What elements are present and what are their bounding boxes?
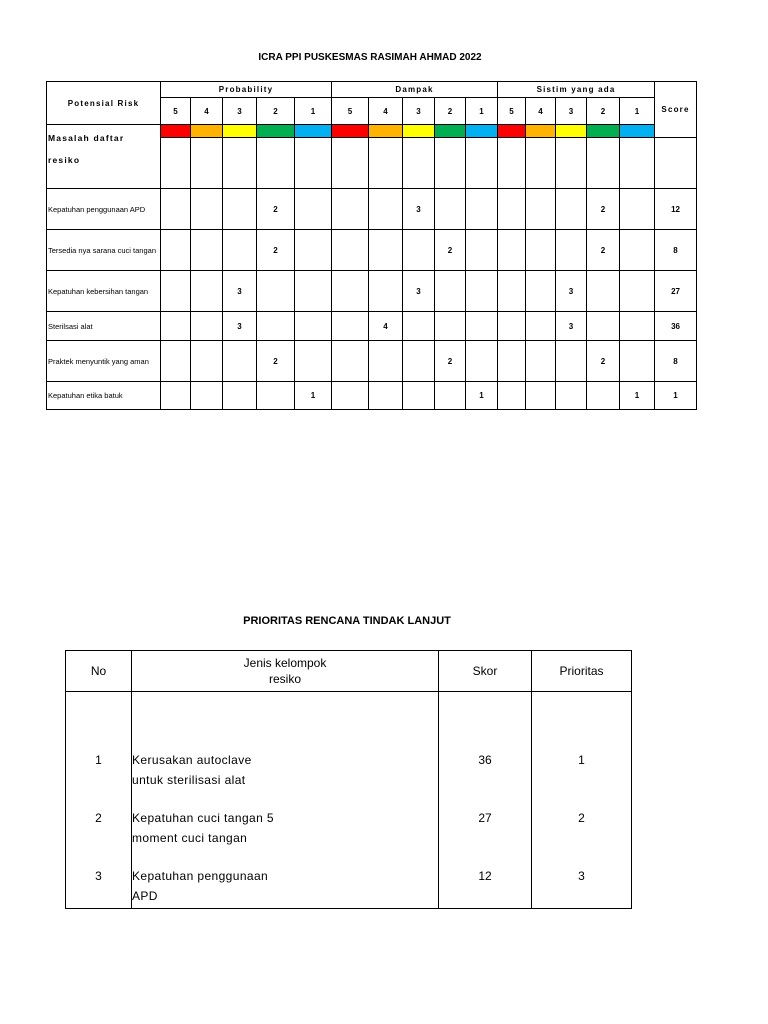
priority-skor-value: 12 bbox=[478, 869, 492, 883]
empty-cell bbox=[369, 138, 403, 189]
empty-cell bbox=[587, 382, 620, 410]
empty-cell bbox=[466, 312, 498, 341]
empty-cell bbox=[191, 230, 223, 271]
empty-cell bbox=[526, 312, 556, 341]
priority-skor-column bbox=[439, 692, 532, 909]
empty-cell bbox=[191, 382, 223, 410]
priority-prioritas-column bbox=[532, 692, 632, 909]
empty-cell bbox=[498, 271, 526, 312]
empty-cell bbox=[295, 341, 332, 382]
risk-row bbox=[47, 312, 697, 341]
risk-row bbox=[47, 341, 697, 382]
priority-no-column bbox=[66, 692, 132, 909]
risk-row bbox=[47, 271, 697, 312]
prioritas-header: Prioritas bbox=[532, 651, 632, 692]
empty-cell bbox=[526, 138, 556, 189]
empty-cell bbox=[161, 271, 191, 312]
level-header: 1 bbox=[466, 98, 498, 125]
risk-label: Praktek menyuntik yang aman bbox=[47, 341, 161, 382]
risk-label: Kepatuhan kebersihan tangan bbox=[47, 271, 161, 312]
jenis-header: Jenis kelompok resiko bbox=[132, 651, 439, 692]
priority-jenis-value: Kepatuhan penggunaan APD bbox=[132, 869, 269, 903]
probability-value: 3 bbox=[223, 312, 257, 341]
level-header: 4 bbox=[526, 98, 556, 125]
dampak-value: 3 bbox=[403, 271, 435, 312]
empty-cell bbox=[526, 189, 556, 230]
score-value: 27 bbox=[655, 271, 697, 312]
empty-cell bbox=[435, 312, 466, 341]
level-color-swatch bbox=[498, 125, 526, 138]
level-color-swatch bbox=[191, 125, 223, 138]
score-value: 8 bbox=[655, 341, 697, 382]
empty-cell bbox=[435, 271, 466, 312]
empty-cell bbox=[403, 230, 435, 271]
empty-cell bbox=[295, 312, 332, 341]
empty-cell bbox=[257, 271, 295, 312]
level-header: 5 bbox=[161, 98, 191, 125]
empty-cell bbox=[161, 138, 191, 189]
dampak-value: 2 bbox=[435, 341, 466, 382]
priority-prioritas-value: 1 bbox=[578, 753, 585, 767]
empty-cell bbox=[161, 230, 191, 271]
probability-value: 2 bbox=[257, 341, 295, 382]
level-header: 1 bbox=[295, 98, 332, 125]
empty-cell bbox=[332, 312, 369, 341]
empty-cell bbox=[620, 271, 655, 312]
empty-cell bbox=[620, 230, 655, 271]
sistim-value: 3 bbox=[556, 312, 587, 341]
empty-cell bbox=[332, 341, 369, 382]
group-header: Probability bbox=[161, 82, 332, 98]
level-header: 1 bbox=[620, 98, 655, 125]
level-color-swatch bbox=[223, 125, 257, 138]
probability-value: 1 bbox=[295, 382, 332, 410]
empty-cell bbox=[435, 382, 466, 410]
empty-cell bbox=[257, 138, 295, 189]
empty-cell bbox=[223, 138, 257, 189]
level-header: 3 bbox=[223, 98, 257, 125]
dampak-value: 1 bbox=[466, 382, 498, 410]
empty-cell bbox=[191, 138, 223, 189]
empty-cell bbox=[556, 382, 587, 410]
empty-cell bbox=[466, 271, 498, 312]
priority-no-value: 3 bbox=[95, 869, 102, 883]
level-color-swatch bbox=[556, 125, 587, 138]
score-value: 12 bbox=[655, 189, 697, 230]
empty-cell bbox=[332, 230, 369, 271]
empty-cell bbox=[223, 189, 257, 230]
empty-cell bbox=[498, 230, 526, 271]
empty-cell bbox=[369, 271, 403, 312]
empty-cell bbox=[332, 138, 369, 189]
sistim-value: 1 bbox=[620, 382, 655, 410]
group-header: Sistim yang ada bbox=[498, 82, 655, 98]
level-header: 3 bbox=[556, 98, 587, 125]
level-header: 2 bbox=[257, 98, 295, 125]
dampak-value: 2 bbox=[435, 230, 466, 271]
empty-cell bbox=[526, 382, 556, 410]
empty-cell bbox=[556, 189, 587, 230]
priority-jenis-value: Kerusakan autoclave untuk sterilisasi alat bbox=[132, 753, 252, 787]
level-color-swatch bbox=[587, 125, 620, 138]
empty-cell bbox=[466, 189, 498, 230]
empty-cell bbox=[403, 341, 435, 382]
page-title: ICRA PPI PUSKESMAS RASIMAH AHMAD 2022 bbox=[258, 52, 482, 63]
level-color-swatch bbox=[369, 125, 403, 138]
risk-label: Sterilsasi alat bbox=[47, 312, 161, 341]
empty-cell bbox=[466, 230, 498, 271]
priority-prioritas-value: 3 bbox=[578, 869, 585, 883]
sistim-value: 2 bbox=[587, 341, 620, 382]
empty-cell bbox=[332, 271, 369, 312]
empty-cell bbox=[498, 341, 526, 382]
level-color-swatch bbox=[620, 125, 655, 138]
empty-cell bbox=[435, 138, 466, 189]
level-header: 4 bbox=[191, 98, 223, 125]
empty-cell bbox=[257, 382, 295, 410]
empty-cell bbox=[556, 341, 587, 382]
level-header: 2 bbox=[435, 98, 466, 125]
empty-cell bbox=[191, 312, 223, 341]
empty-cell bbox=[161, 382, 191, 410]
priority-title: PRIORITAS RENCANA TINDAK LANJUT bbox=[243, 615, 451, 627]
empty-cell bbox=[369, 341, 403, 382]
empty-cell bbox=[332, 382, 369, 410]
empty-cell bbox=[295, 230, 332, 271]
level-color-swatch bbox=[257, 125, 295, 138]
empty-cell bbox=[295, 271, 332, 312]
group-header: Dampak bbox=[332, 82, 498, 98]
empty-cell bbox=[466, 138, 498, 189]
empty-cell bbox=[223, 230, 257, 271]
empty-cell bbox=[223, 341, 257, 382]
dampak-value: 4 bbox=[369, 312, 403, 341]
level-header: 3 bbox=[403, 98, 435, 125]
level-color-swatch bbox=[526, 125, 556, 138]
empty-cell bbox=[655, 138, 697, 189]
risk-label: Kepatuhan etika batuk bbox=[47, 382, 161, 410]
score-header: Score bbox=[655, 82, 697, 138]
level-header: 5 bbox=[498, 98, 526, 125]
empty-cell bbox=[191, 271, 223, 312]
priority-jenis-column bbox=[132, 692, 439, 909]
level-color-swatch bbox=[435, 125, 466, 138]
level-color-swatch bbox=[161, 125, 191, 138]
level-color-swatch bbox=[466, 125, 498, 138]
empty-cell bbox=[369, 230, 403, 271]
empty-cell bbox=[295, 189, 332, 230]
score-value: 36 bbox=[655, 312, 697, 341]
probability-value: 2 bbox=[257, 230, 295, 271]
empty-cell bbox=[526, 230, 556, 271]
empty-cell bbox=[498, 382, 526, 410]
empty-cell bbox=[161, 189, 191, 230]
risk-row bbox=[47, 189, 697, 230]
empty-cell bbox=[620, 312, 655, 341]
empty-cell bbox=[587, 138, 620, 189]
level-color-swatch bbox=[295, 125, 332, 138]
risk-label: Kepatuhan penggunaan APD bbox=[47, 189, 161, 230]
empty-cell bbox=[332, 189, 369, 230]
empty-cell bbox=[526, 341, 556, 382]
priority-prioritas-value: 2 bbox=[578, 811, 585, 825]
empty-cell bbox=[526, 271, 556, 312]
skor-header: Skor bbox=[439, 651, 532, 692]
risk-row bbox=[47, 230, 697, 271]
empty-cell bbox=[295, 138, 332, 189]
no-header: No bbox=[66, 651, 132, 692]
empty-cell bbox=[257, 312, 295, 341]
probability-value: 2 bbox=[257, 189, 295, 230]
empty-cell bbox=[403, 138, 435, 189]
level-header: 4 bbox=[369, 98, 403, 125]
empty-cell bbox=[369, 382, 403, 410]
empty-cell bbox=[161, 341, 191, 382]
empty-cell bbox=[620, 138, 655, 189]
empty-cell bbox=[191, 189, 223, 230]
sistim-value: 2 bbox=[587, 189, 620, 230]
icra-risk-table bbox=[46, 81, 697, 410]
level-header: 2 bbox=[587, 98, 620, 125]
level-color-swatch bbox=[403, 125, 435, 138]
empty-cell bbox=[403, 312, 435, 341]
probability-value: 3 bbox=[223, 271, 257, 312]
empty-cell bbox=[620, 189, 655, 230]
empty-cell bbox=[587, 312, 620, 341]
empty-cell bbox=[498, 189, 526, 230]
sistim-value: 3 bbox=[556, 271, 587, 312]
priority-no-value: 2 bbox=[95, 811, 102, 825]
empty-cell bbox=[498, 138, 526, 189]
score-value: 1 bbox=[655, 382, 697, 410]
empty-cell bbox=[556, 138, 587, 189]
empty-cell bbox=[587, 271, 620, 312]
empty-cell bbox=[161, 312, 191, 341]
sistim-value: 2 bbox=[587, 230, 620, 271]
priority-jenis-value: Kepatuhan cuci tangan 5 moment cuci tangan bbox=[132, 811, 274, 845]
empty-cell bbox=[466, 341, 498, 382]
empty-cell bbox=[223, 382, 257, 410]
priority-skor-value: 36 bbox=[478, 753, 492, 767]
empty-cell bbox=[556, 230, 587, 271]
risk-row bbox=[47, 382, 697, 410]
dampak-value: 3 bbox=[403, 189, 435, 230]
empty-cell bbox=[191, 341, 223, 382]
empty-cell bbox=[369, 189, 403, 230]
empty-cell bbox=[435, 189, 466, 230]
priority-skor-value: 27 bbox=[478, 811, 492, 825]
empty-cell bbox=[620, 341, 655, 382]
swatch-label-cell: Masalah daftar resiko bbox=[47, 125, 161, 189]
level-header: 5 bbox=[332, 98, 369, 125]
empty-cell bbox=[498, 312, 526, 341]
priority-table bbox=[65, 650, 632, 909]
score-value: 8 bbox=[655, 230, 697, 271]
level-color-swatch bbox=[332, 125, 369, 138]
priority-no-value: 1 bbox=[95, 753, 102, 767]
risk-label: Tersedia nya sarana cuci tangan bbox=[47, 230, 161, 271]
potensial-risk-header: Potensial Risk bbox=[47, 82, 161, 125]
empty-cell bbox=[403, 382, 435, 410]
